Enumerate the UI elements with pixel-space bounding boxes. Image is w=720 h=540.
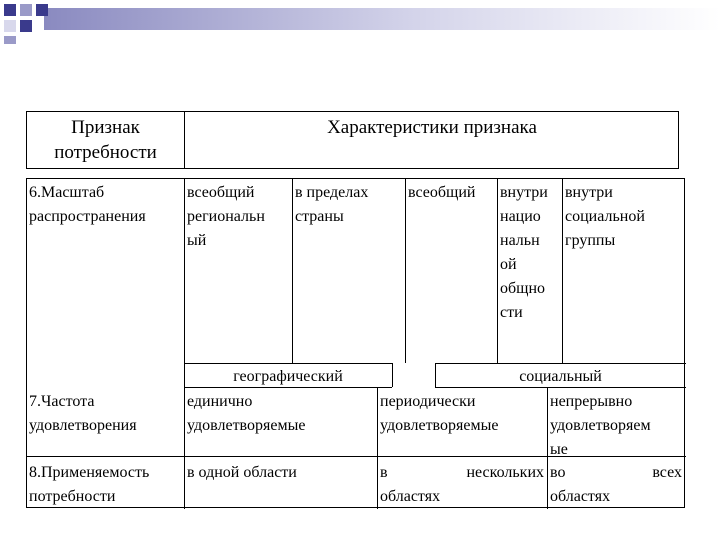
applicability-label: 8.Применяемость потребности (29, 464, 150, 505)
decoration-bar (44, 8, 720, 30)
table-border (497, 178, 498, 363)
frequency-periodic: периодически удовлетворяемые (380, 393, 499, 434)
decoration-square (4, 20, 16, 32)
header-feature-label: Признак потребности (54, 117, 157, 163)
decoration-square (36, 4, 48, 16)
header-table (26, 111, 679, 169)
decoration-square (4, 36, 16, 44)
decoration-square (20, 4, 32, 16)
table-border (184, 363, 392, 364)
applicability-all-areas: во всех областях (550, 464, 682, 505)
decoration-square (20, 20, 32, 32)
frequency-single: единично удовлетворяемые (187, 393, 306, 434)
header-characteristics-label: Характеристики признака (327, 117, 537, 138)
decoration-square (4, 4, 16, 16)
slide-decoration (0, 0, 720, 50)
scale-universal-regional: всеобщий региональн ый (187, 184, 265, 249)
table-border (562, 178, 563, 363)
table-border (377, 387, 378, 509)
table-border (184, 178, 185, 363)
table-border (547, 387, 548, 509)
applicability-several-areas: в нескольких областях (380, 464, 544, 505)
frequency-continuous: непрерывно удовлетворяем ые (550, 393, 651, 458)
scale-universal-national: всеобщий (408, 184, 476, 201)
scale-within-social-group: внутри социальной группы (565, 184, 645, 249)
applicability-one-area: в одной области (187, 464, 297, 481)
group-geographic: географический (233, 368, 343, 385)
main-table (26, 178, 685, 508)
group-social: социальный (519, 368, 602, 385)
table-border (435, 363, 686, 364)
table-border (292, 178, 293, 363)
frequency-label: 7.Частота удовлетворения (29, 393, 137, 434)
table-border (392, 363, 393, 387)
scale-within-country: в пределах страны (295, 184, 369, 225)
scale-label: 6.Масштаб распространения (29, 184, 146, 225)
scale-within-national-community: внутри нацио нальн ой общно сти (500, 184, 548, 321)
table-border (405, 178, 406, 363)
